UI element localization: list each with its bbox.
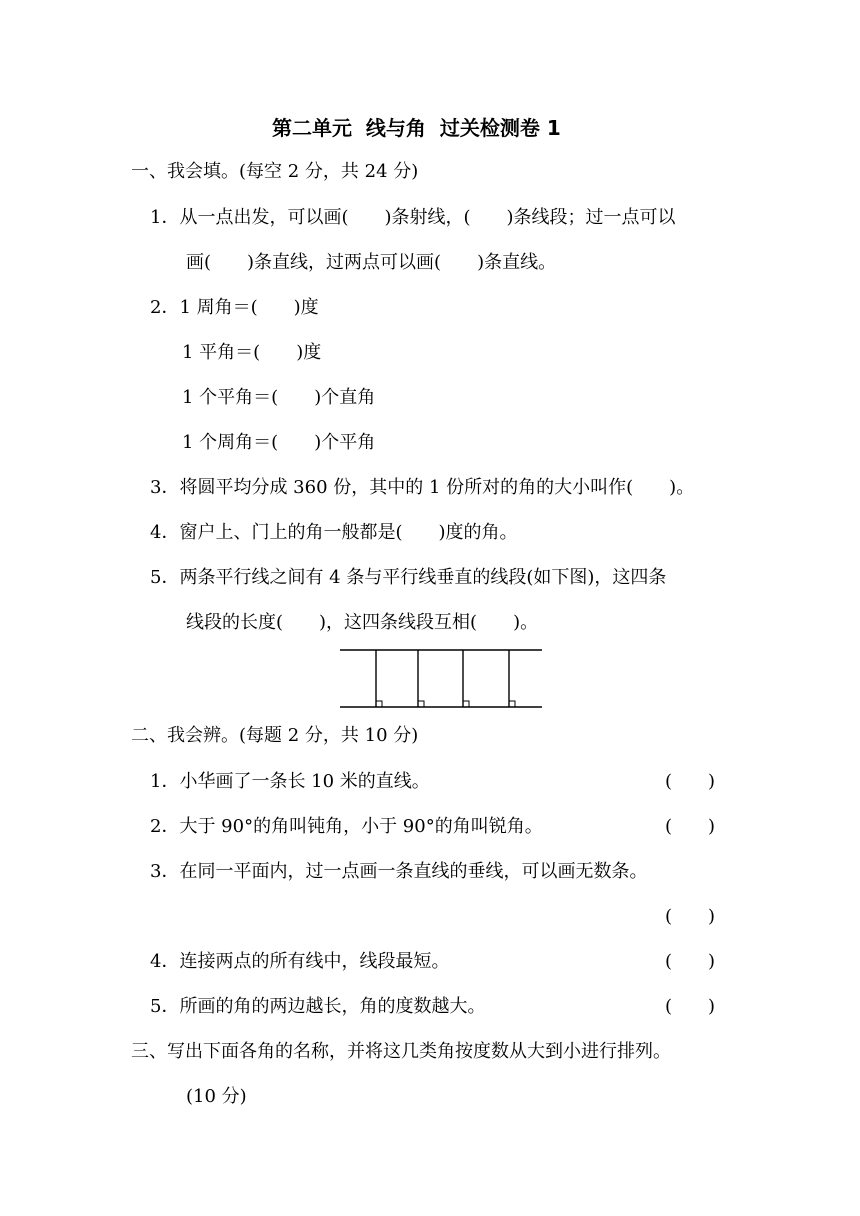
question-2-1: 1．小华画了一条长 10 米的直线。 [150,771,430,792]
answer-paren-2-2: ( ) [665,816,716,837]
question-1-2-line-4: 1 个周角＝( )个平角 [182,432,376,453]
answer-paren-2-5: ( ) [665,996,716,1017]
section-3-points: (10 分) [186,1086,247,1107]
parallel-lines-figure [338,646,544,710]
question-2-3: 3．在同一平面内，过一点画一条直线的垂线，可以画无数条。 [150,861,648,882]
section-1-heading: 一、我会填。(每空 2 分，共 24 分) [131,161,419,182]
question-1-2-line-1: 2．1 周角＝( )度 [150,297,319,318]
question-1-2-line-2: 1 平角＝( )度 [182,342,322,363]
right-angle-mark-3 [463,701,469,707]
answer-paren-2-4: ( ) [665,951,716,972]
answer-paren-2-3: ( ) [665,906,716,927]
question-1-5-line-1: 5．两条平行线之间有 4 条与平行线垂直的线段(如下图)，这四条 [150,567,667,588]
question-2-4: 4．连接两点的所有线中，线段最短。 [150,951,450,972]
question-2-2: 2．大于 90°的角叫钝角，小于 90°的角叫锐角。 [150,816,543,837]
answer-paren-2-1: ( ) [665,771,716,792]
question-2-5: 5．所画的角的两边越长，角的度数越大。 [150,996,486,1017]
section-2-heading: 二、我会辨。(每题 2 分，共 10 分) [131,725,419,746]
question-1-4: 4．窗户上、门上的角一般都是( )度的角。 [150,522,518,543]
right-angle-mark-1 [376,701,382,707]
question-1-3: 3．将圆平均分成 360 份，其中的 1 份所对的角的大小叫作( )。 [150,477,695,498]
page-title: 第二单元 线与角 过关检测卷 1 [272,116,561,140]
question-1-1-line-1: 1．从一点出发，可以画( )条射线，( )条线段；过一点可以 [150,207,676,228]
right-angle-mark-2 [418,701,424,707]
right-angle-mark-4 [509,701,515,707]
question-1-1-line-2: 画( )条直线，过两点可以画( )条直线。 [186,252,557,273]
section-3-heading: 三、写出下面各角的名称，并将这几类角按度数从大到小进行排列。 [131,1041,671,1062]
question-1-2-line-3: 1 个平角＝( )个直角 [182,387,376,408]
question-1-5-line-2: 线段的长度( )，这四条线段互相( )。 [186,612,539,633]
